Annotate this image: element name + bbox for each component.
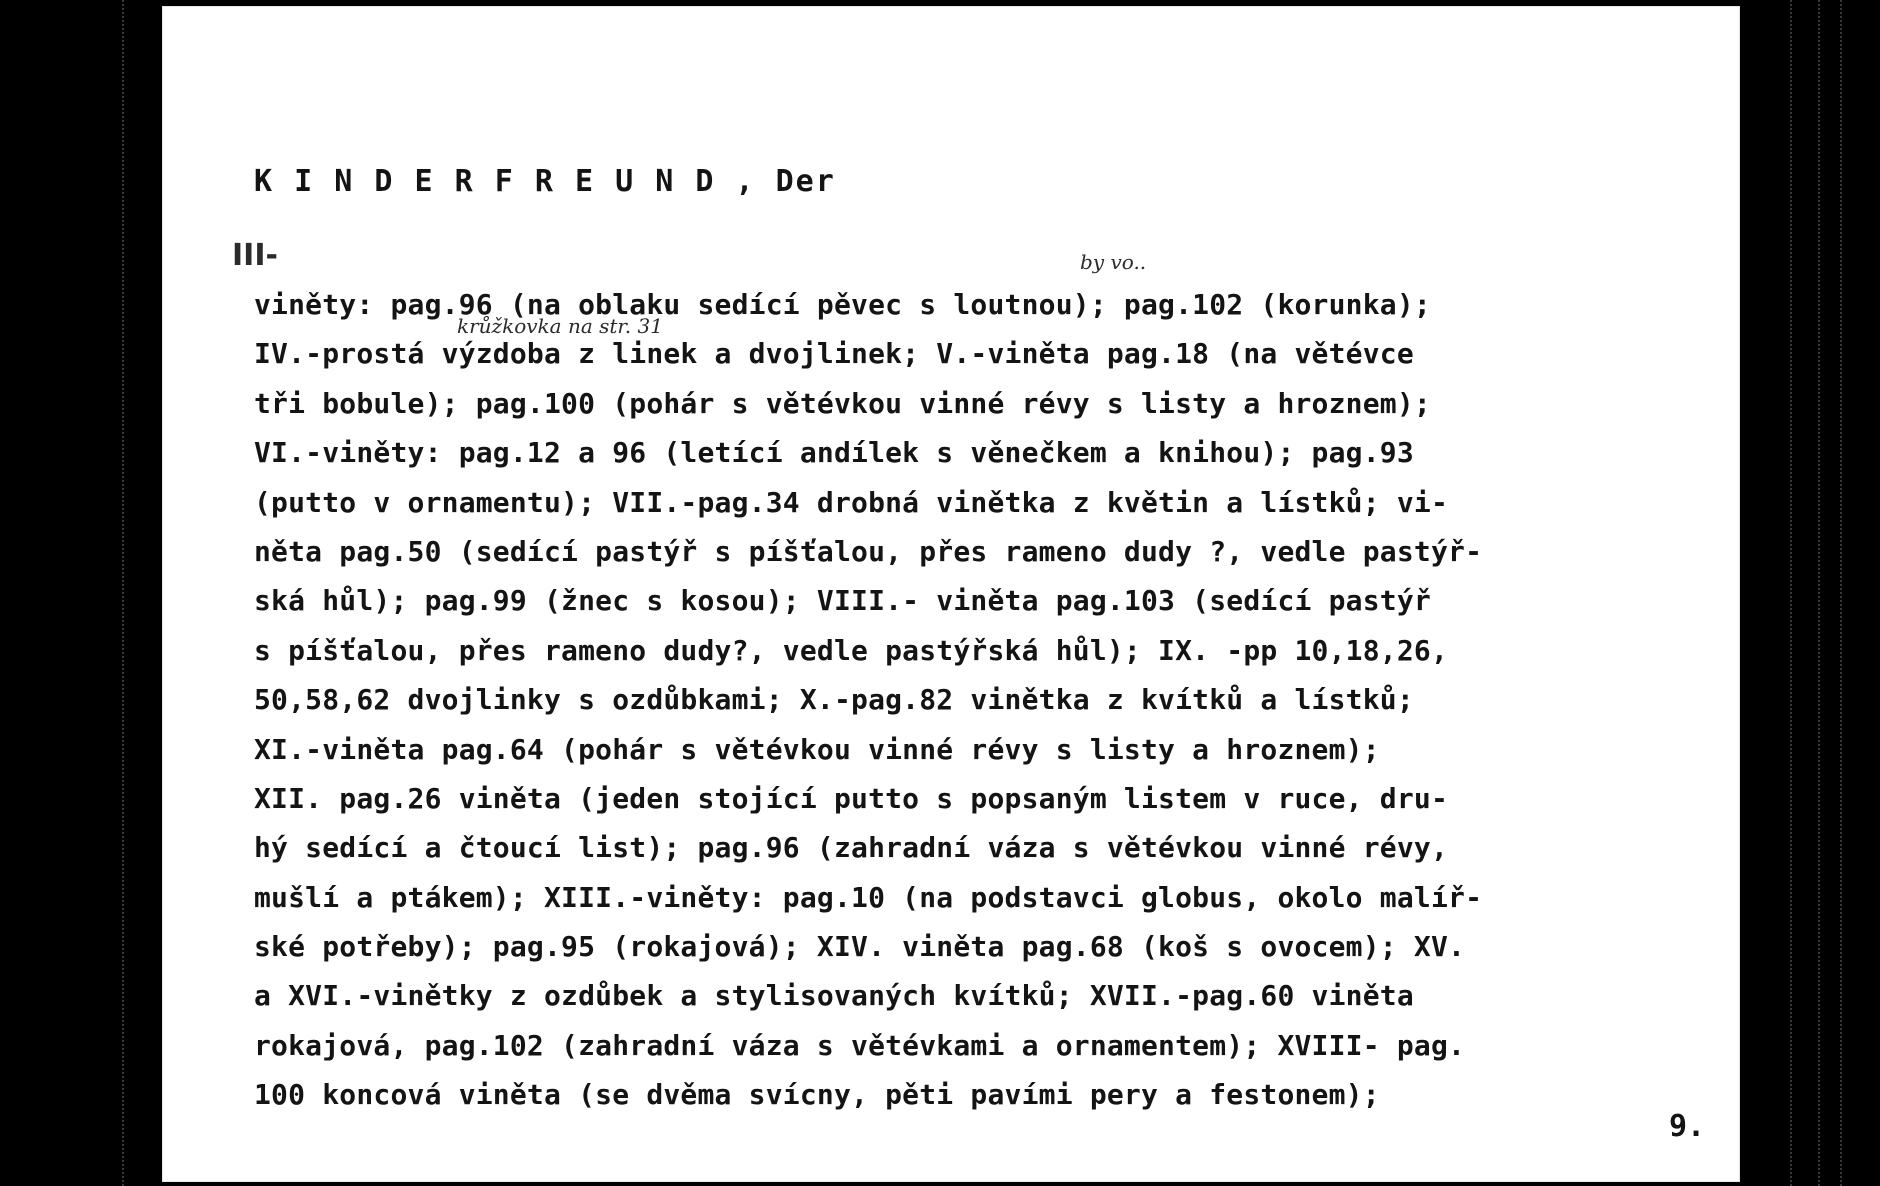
- text-line: VI.-viněty: pag.12 a 96 (letící andílek s věnečkem a knihou); pag.93: [254, 436, 1414, 470]
- text-line: tři bobule); pag.100 (pohár s větévkou vinné révy s listy a hroznem);: [254, 386, 1431, 420]
- scan-artifact-right-3: [1840, 0, 1842, 1186]
- text-line: rokajová, pag.102 (zahradní váza s větévkami a ornamentem); XVIII- pag.: [254, 1028, 1466, 1062]
- text-line: 100 koncová viněta (se dvěma svícny, pěti pavími pery a festonem);: [254, 1078, 1380, 1112]
- text-line: 50,58,62 dvojlinky s ozdůbkami; X.-pag.82 vinětka z kvítků a lístků;: [254, 683, 1414, 717]
- card-body-text: [254, 280, 1684, 1120]
- page-number: 9.: [1669, 1109, 1706, 1144]
- text-line: IV.-prostá výzdoba z linek a dvojlinek; V.-viněta pag.18 (na větévce: [254, 337, 1414, 371]
- scan-artifact-right-1: [1790, 0, 1792, 1186]
- index-card: [162, 6, 1740, 1182]
- handwritten-annotation-1: by vo..: [1080, 250, 1147, 274]
- text-line: ská hůl); pag.99 (žnec s kosou); VIII.- viněta pag.103 (sedící pastýř: [254, 584, 1431, 618]
- text-line: mušlí a ptákem); XIII.-viněty: pag.10 (na podstavci globus, okolo malíř-: [254, 880, 1483, 914]
- card-heading: K I N D E R F R E U N D , Der: [254, 164, 836, 199]
- scan-artifact-left: [122, 0, 124, 1186]
- scan-artifact-right-2: [1818, 0, 1820, 1186]
- text-line: (putto v ornamentu); VII.-pag.34 drobná vinětka z květin a lístků; vi-: [254, 485, 1449, 519]
- handwritten-margin-mark: III-: [232, 238, 278, 273]
- text-line: XI.-viněta pag.64 (pohár s větévkou vinné révy s listy a hroznem);: [254, 732, 1380, 766]
- handwritten-annotation-2: krůžkovka na str. 31: [457, 314, 663, 338]
- text-line: něta pag.50 (sedící pastýř s píšťalou, přes rameno dudy ?, vedle pastýř-: [254, 534, 1483, 568]
- text-line: viněty: pag.96 (na oblaku sedící pěvec s loutnou); pag.102 (korunka);: [254, 288, 1431, 321]
- text-line: s píšťalou, přes rameno dudy?, vedle pastýřská hůl); IX. -pp 10,18,26,: [254, 633, 1449, 667]
- text-line: hý sedící a čtoucí list); pag.96 (zahradní váza s větévkou vinné révy,: [254, 831, 1449, 865]
- text-line: XII. pag.26 viněta (jeden stojící putto s popsaným listem v ruce, dru-: [254, 781, 1449, 815]
- text-line: a XVI.-vinětky z ozdůbek a stylisovaných kvítků; XVII.-pag.60 viněta: [254, 979, 1414, 1013]
- text-line: ské potřeby); pag.95 (rokajová); XIV. viněta pag.68 (koš s ovocem); XV.: [254, 930, 1466, 964]
